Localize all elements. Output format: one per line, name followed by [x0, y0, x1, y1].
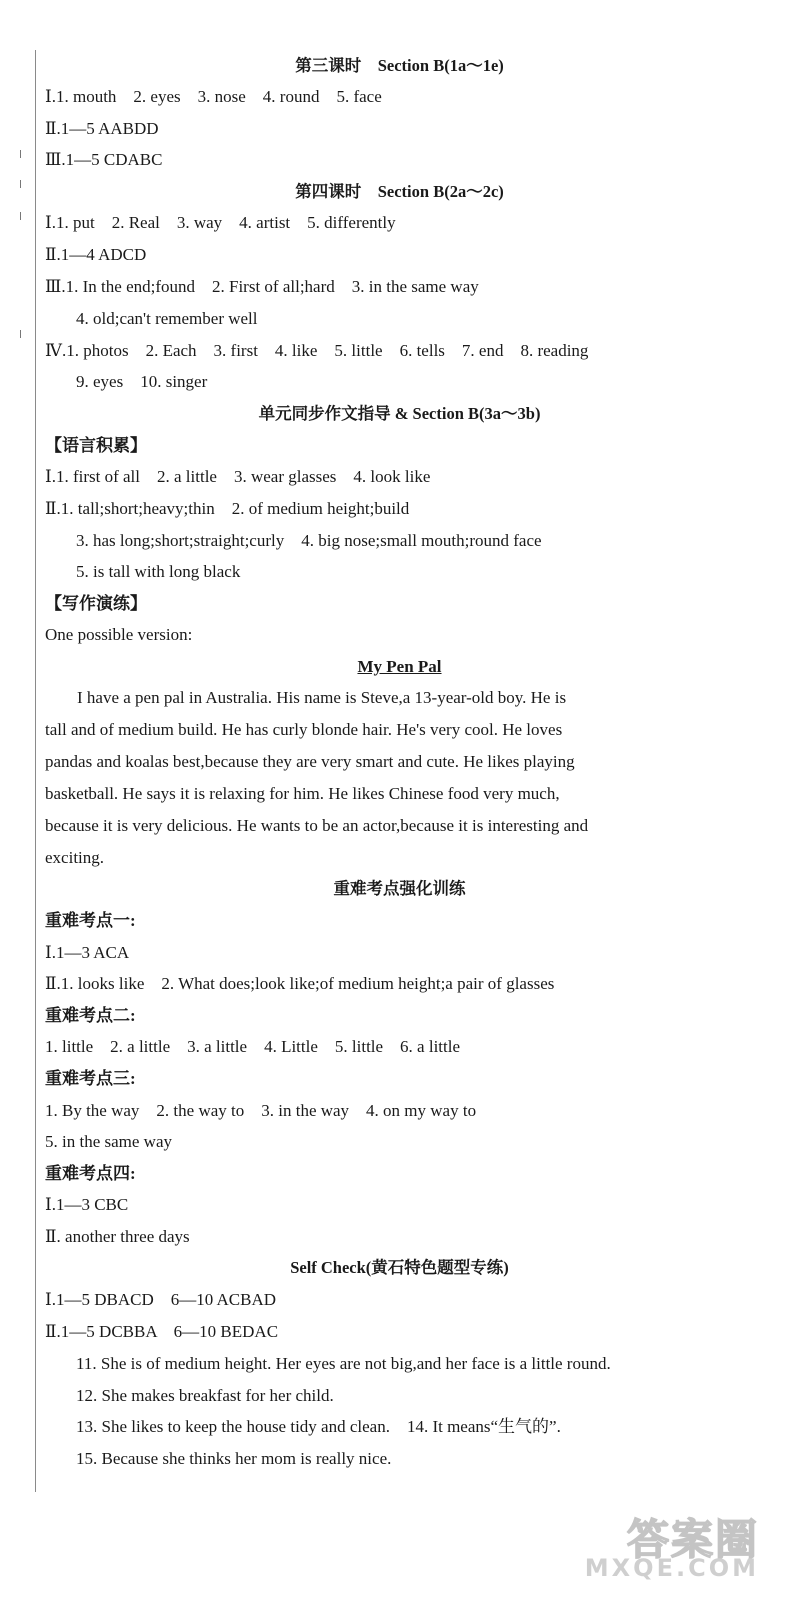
answer-line: Ⅱ.1. tall;short;heavy;thin 2. of medium height;build [45, 499, 410, 518]
essay-line: exciting. [45, 848, 105, 867]
essay-line: tall and of medium build. He has curly blonde hair. He's very cool. He loves [45, 720, 563, 739]
answer-line: Ⅰ.1—3 ACA [45, 943, 130, 962]
answer-line: 9. eyes 10. singer [76, 372, 208, 391]
answer-line: Ⅲ.1. In the end;found 2. First of all;hard 3. in the same way [45, 277, 479, 296]
answer-line: Ⅱ.1—4 ADCD [45, 245, 147, 264]
answer-line: 重难考点一: [45, 911, 136, 930]
section-heading: 重难考点强化训练 [333, 879, 466, 898]
answer-line: 3. has long;short;straight;curly 4. big nose;small mouth;round face [76, 531, 542, 550]
answer-line: One possible version: [45, 625, 193, 644]
essay-line: basketball. He says it is relaxing for him. He likes Chinese food very much, [45, 784, 560, 803]
answer-line: Ⅰ.1. mouth 2. eyes 3. nose 4. round 5. face [45, 87, 382, 106]
watermark-logo [565, 1507, 765, 1582]
answer-line: 13. She likes to keep the house tidy and clean. 14. It means“生气的”. [76, 1417, 561, 1436]
answer-line: 【语言积累】 [45, 436, 147, 455]
section-heading: 第三课时 Section B(1a～1e) [295, 56, 504, 75]
answer-line: 1. By the way 2. the way to 3. in the way 4. on my way to [45, 1101, 477, 1120]
answer-line: Ⅰ.1—5 DBACD 6—10 ACBAD [45, 1290, 277, 1309]
margin-tick [20, 150, 21, 158]
answer-line: Ⅲ.1—5 CDABC [45, 150, 163, 169]
essay-line: I have a pen pal in Australia. His name is Steve,a 13-year-old boy. He is [77, 688, 567, 707]
essay-paragraph [45, 682, 747, 874]
margin-tick [20, 330, 21, 338]
answer-line: 12. She makes breakfast for her child. [76, 1386, 334, 1405]
answer-line: 【写作演练】 [45, 594, 147, 613]
answer-line: 重难考点二: [45, 1006, 136, 1025]
answer-line: Ⅰ.1—3 CBC [45, 1195, 129, 1214]
answer-line: 重难考点三: [45, 1069, 136, 1088]
answer-line: 1. little 2. a little 3. a little 4. Little 5. little 6. a little [45, 1037, 461, 1056]
answer-line: 11. She is of medium height. Her eyes are not big,and her face is a little round. [76, 1354, 611, 1373]
answer-line: Ⅱ.1. looks like 2. What does;look like;of medium height;a pair of glasses [45, 974, 555, 993]
answer-line: 4. old;can't remember well [76, 309, 258, 328]
essay-line: because it is very delicious. He wants to be an actor,because it is interesting and [45, 816, 589, 835]
margin-rule [35, 50, 36, 1492]
section-heading: Self Check(黄石特色题型专练) [290, 1258, 509, 1277]
answer-line: Ⅳ.1. photos 2. Each 3. first 4. like 5. little 6. tells 7. end 8. reading [45, 341, 589, 360]
answer-line: 5. is tall with long black [76, 562, 241, 581]
watermark-url: MXQE.COM [584, 1554, 759, 1582]
answer-line: 15. Because she thinks her mom is really nice. [76, 1449, 392, 1468]
section-heading: 单元同步作文指导 & Section B(3a～3b) [258, 404, 541, 423]
answer-line: 重难考点四: [45, 1164, 136, 1183]
margin-tick [20, 180, 21, 188]
answer-line: Ⅱ.1—5 DCBBA 6—10 BEDAC [45, 1322, 279, 1341]
answer-line: Ⅱ. another three days [45, 1227, 190, 1246]
answer-line: Ⅱ.1—5 AABDD [45, 119, 159, 138]
section-heading: 第四课时 Section B(2a～2c) [295, 182, 504, 201]
answer-line: 5. in the same way [45, 1132, 172, 1151]
answer-line: Ⅰ.1. first of all 2. a little 3. wear glasses 4. look like [45, 467, 431, 486]
essay-line: pandas and koalas best,because they are very smart and cute. He likes playing [45, 752, 575, 771]
section-heading: My Pen Pal [357, 657, 442, 676]
answer-line: Ⅰ.1. put 2. Real 3. way 4. artist 5. differently [45, 213, 396, 232]
margin-tick [20, 212, 21, 220]
watermark-text: 答案圈 [626, 1515, 759, 1564]
